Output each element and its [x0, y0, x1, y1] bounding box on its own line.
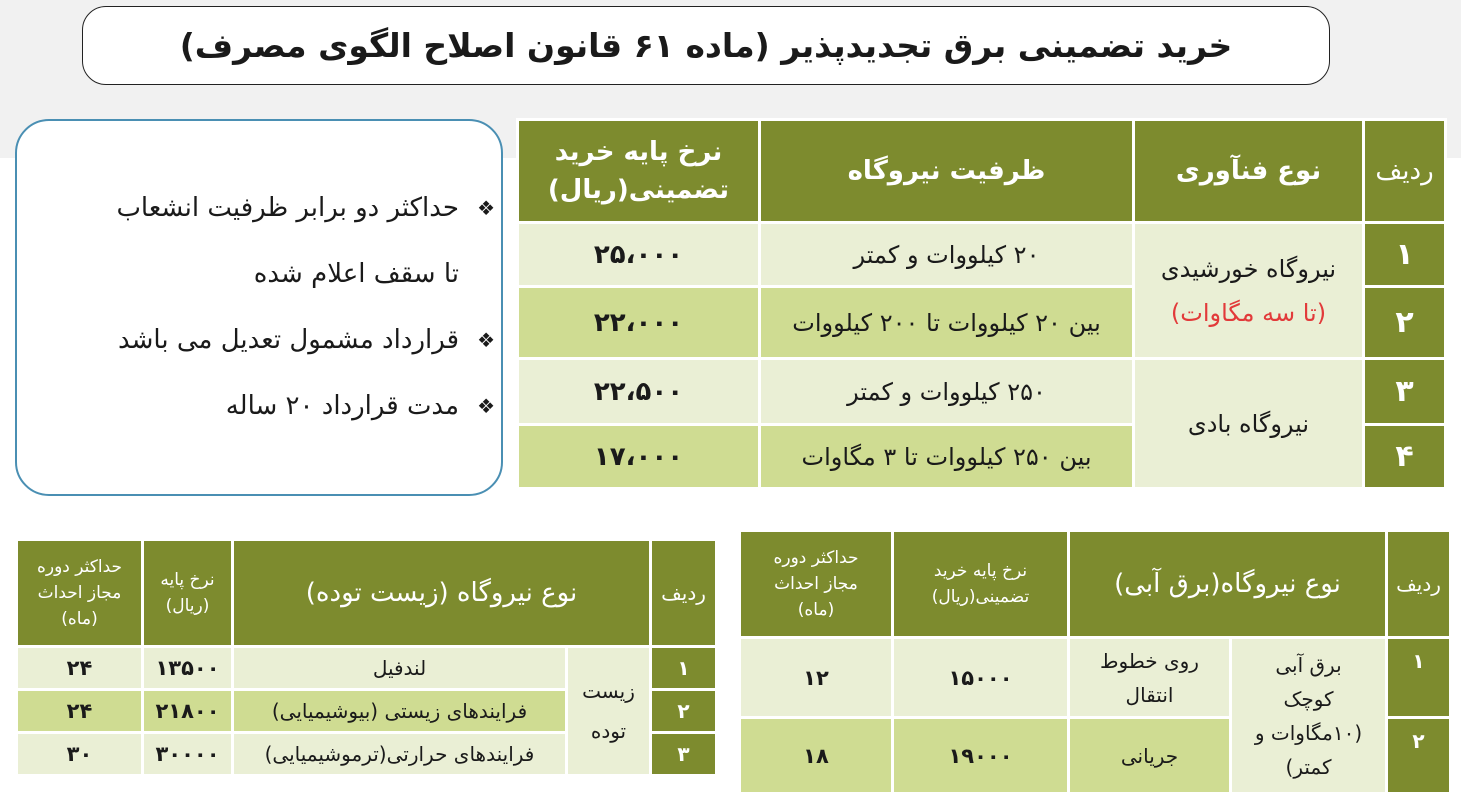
hydro-subtype-line2: انتقال [1125, 682, 1174, 707]
header-base-rate [518, 120, 760, 223]
rate-cell: ۱۷،۰۰۰ [518, 425, 760, 489]
plant-name-cell: فرایندهای حرارتی(ترموشیمیایی) [233, 733, 567, 776]
page-title [82, 6, 1330, 85]
biomass-group-cell [567, 647, 651, 776]
header-base-rate [893, 531, 1069, 638]
header-base-rate-line1: نرخ پایه خرید [933, 561, 1028, 581]
hydro-group-line1: برق آبی [1275, 652, 1342, 677]
conditions-box [15, 119, 503, 496]
bullet-text: مدت قرارداد ۲۰ ساله [225, 391, 459, 421]
page-title-text: خرید تضمینی برق تجدیدپذیر (ماده ۶۱ قانون اصلاح الگوی مصرف) [179, 26, 1233, 65]
row-index: ۱ [651, 647, 717, 690]
diamond-dots-icon: ❖ [477, 328, 495, 352]
bullet-text: حداکثر دو برابر ظرفیت انشعاب [116, 193, 459, 223]
hydro-group-cell [1231, 638, 1387, 794]
header-max-period [17, 540, 143, 647]
row-index: ۱ [1364, 223, 1446, 287]
rate-cell: ۲۱۸۰۰ [143, 690, 233, 733]
solar-label: نیروگاه خورشیدی [1160, 254, 1337, 283]
period-cell: ۲۴ [17, 647, 143, 690]
rate-cell: ۱۵۰۰۰ [893, 638, 1069, 718]
header-period-line1: حداکثر دوره [36, 557, 123, 577]
header-base-rate-line1: نرخ پایه [160, 570, 215, 590]
bullet-text: تا سقف اعلام شده [253, 259, 459, 289]
header-plant-type: نوع نیروگاه (زیست توده) [233, 540, 651, 647]
hydro-group-line4: کمتر) [1285, 754, 1332, 779]
header-period-line3: (ماه) [61, 609, 98, 629]
header-period-line2: مجاز احداث [774, 574, 858, 594]
header-technology: نوع فنآوری [1134, 120, 1364, 223]
table-row [740, 638, 1451, 718]
row-index: ۲ [1387, 718, 1451, 794]
capacity-cell: ۲۵۰ کیلووات و کمتر [760, 359, 1134, 425]
solar-note: (تا سه مگاوات) [1170, 298, 1327, 327]
header-base-rate [143, 540, 233, 647]
header-row-number: ردیف [1364, 120, 1446, 223]
header-row-number: ردیف [651, 540, 717, 647]
period-cell: ۱۸ [740, 718, 893, 794]
row-index: ۲ [651, 690, 717, 733]
rate-cell: ۳۰۰۰۰ [143, 733, 233, 776]
header-period-line1: حداکثر دوره [773, 548, 859, 568]
hydro-rate-table [738, 529, 1452, 795]
period-cell: ۱۲ [740, 638, 893, 718]
header-base-rate-line2: تضمینی(ریال) [931, 587, 1030, 607]
tech-wind-cell: نیروگاه بادی [1134, 359, 1364, 489]
table-row [17, 647, 717, 690]
header-base-rate-line1: نرخ پایه خرید [554, 137, 723, 167]
hydro-group-line3: (۱۰مگاوات و [1254, 720, 1363, 745]
hydro-subtype-line1: روی خطوط [1100, 648, 1199, 673]
row-index: ۱ [1387, 638, 1451, 718]
header-capacity: ظرفیت نیروگاه [760, 120, 1134, 223]
capacity-cell: ۲۰ کیلووات و کمتر [760, 223, 1134, 287]
biomass-rate-table [15, 538, 718, 777]
row-index: ۳ [1364, 359, 1446, 425]
header-period-line3: (ماه) [797, 600, 835, 620]
header-base-rate-line2: تضمینی(ریال) [547, 175, 730, 205]
capacity-cell: بین ۲۰ کیلووات تا ۲۰۰ کیلووات [760, 287, 1134, 359]
plant-name-cell: فرایندهای زیستی (بیوشیمیایی) [233, 690, 567, 733]
tech-solar-cell [1134, 223, 1364, 359]
rate-cell: ۲۵،۰۰۰ [518, 223, 760, 287]
hydro-subtype-cell [1069, 638, 1231, 718]
biomass-group-line2: توده [590, 719, 627, 743]
hydro-group-line2: کوچک [1283, 686, 1334, 711]
rate-cell: ۲۲،۵۰۰ [518, 359, 760, 425]
bullet-text: قرارداد مشمول تعدیل می باشد [117, 325, 459, 355]
header-plant-type: نوع نیروگاه(برق آبی) [1069, 531, 1387, 638]
rate-cell: ۱۳۵۰۰ [143, 647, 233, 690]
capacity-cell: بین ۲۵۰ کیلووات تا ۳ مگاوات [760, 425, 1134, 489]
solar-wind-rate-table [516, 118, 1447, 490]
period-cell: ۲۴ [17, 690, 143, 733]
table-row [518, 359, 1446, 425]
plant-name-cell: لندفیل [233, 647, 567, 690]
row-index: ۴ [1364, 425, 1446, 489]
biomass-group-line1: زیست [582, 679, 635, 703]
diamond-dots-icon: ❖ [477, 196, 495, 220]
rate-cell: ۲۲،۰۰۰ [518, 287, 760, 359]
row-index: ۲ [1364, 287, 1446, 359]
rate-cell: ۱۹۰۰۰ [893, 718, 1069, 794]
diamond-dots-icon: ❖ [477, 394, 495, 418]
hydro-subtype-cell: جریانی [1069, 718, 1231, 794]
table-row [518, 223, 1446, 287]
header-max-period [740, 531, 893, 638]
header-period-line2: مجاز احداث [37, 583, 122, 603]
header-row-number: ردیف [1387, 531, 1451, 638]
period-cell: ۳۰ [17, 733, 143, 776]
header-base-rate-line2: (ریال) [165, 596, 210, 616]
row-index: ۳ [651, 733, 717, 776]
